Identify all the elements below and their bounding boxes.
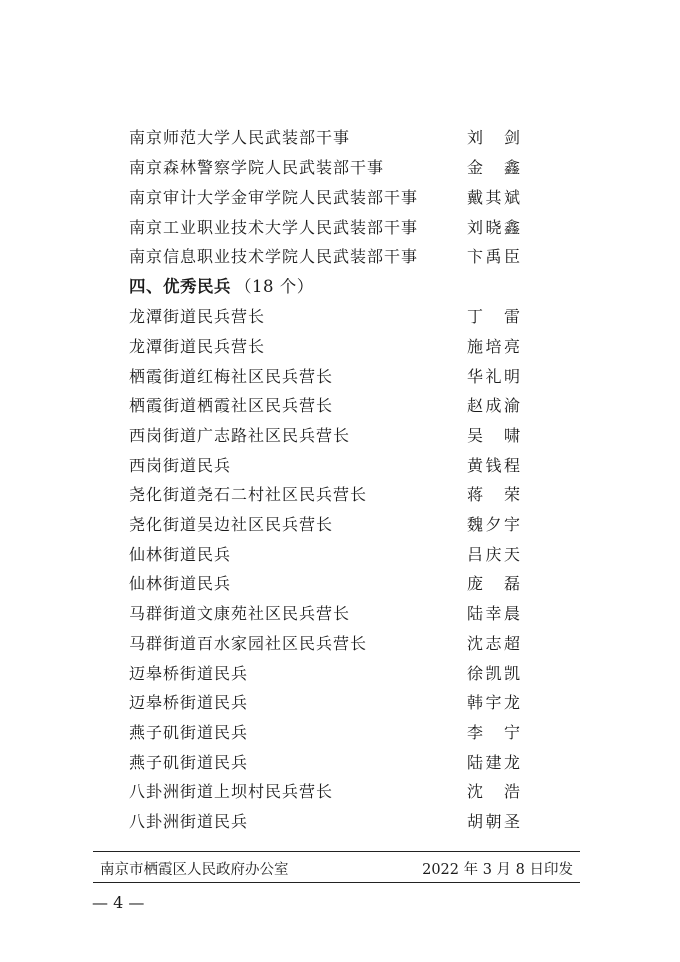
- entry-organization: 南京师范大学人民武装部干事: [129, 127, 351, 147]
- entry-name: 陆幸晨: [467, 603, 521, 623]
- list-item: [129, 392, 521, 416]
- list-item: [129, 600, 521, 624]
- entry-organization: 马群街道百水家园社区民兵营长: [129, 633, 368, 653]
- entry-organization: 尧化街道吴边社区民兵营长: [129, 514, 334, 534]
- entry-name: 刘 剑: [467, 127, 521, 147]
- list-item: [129, 660, 521, 684]
- list-item: [129, 452, 521, 476]
- entry-name: 李 宁: [467, 722, 521, 742]
- entry-name: 刘晓鑫: [467, 217, 521, 237]
- entry-organization: 仙林街道民兵: [129, 544, 232, 564]
- entry-organization: 龙潭街道民兵营长: [129, 336, 266, 356]
- entry-name: 庞 磊: [467, 573, 521, 593]
- list-item: [129, 243, 521, 267]
- section-heading: [129, 272, 314, 298]
- footer-bottom-rule: [93, 882, 580, 883]
- list-item: [129, 481, 521, 505]
- list-item: [129, 333, 521, 357]
- list-item: [129, 511, 521, 535]
- entry-organization: 龙潭街道民兵营长: [129, 306, 266, 326]
- footer-top-rule: [93, 851, 580, 852]
- list-item: [129, 630, 521, 654]
- list-item: [129, 214, 521, 238]
- list-item: [129, 184, 521, 208]
- list-item: [129, 303, 521, 327]
- entry-organization: 八卦洲街道上坝村民兵营长: [129, 781, 334, 801]
- entry-organization: 西岗街道民兵: [129, 455, 232, 475]
- entry-organization: 尧化街道尧石二村社区民兵营长: [129, 484, 368, 504]
- section-count: （18 个）: [235, 277, 314, 296]
- entry-organization: 栖霞街道栖霞社区民兵营长: [129, 395, 334, 415]
- entry-name: 华礼明: [467, 366, 521, 386]
- entry-organization: 八卦洲街道民兵: [129, 811, 249, 831]
- list-item: [129, 124, 521, 148]
- entry-name: 吕庆天: [467, 544, 521, 564]
- entry-name: 施培亮: [467, 336, 521, 356]
- list-item: [129, 154, 521, 178]
- entry-organization: 燕子矶街道民兵: [129, 722, 249, 742]
- list-item: [129, 749, 521, 773]
- entry-organization: 燕子矶街道民兵: [129, 752, 249, 772]
- entry-name: 陆建龙: [467, 752, 521, 772]
- entry-name: 胡朝圣: [467, 811, 521, 831]
- entry-name: 金 鑫: [467, 157, 521, 177]
- entry-name: 丁 雷: [467, 306, 521, 326]
- entry-organization: 迈皋桥街道民兵: [129, 663, 249, 683]
- list-item: [129, 689, 521, 713]
- entry-organization: 仙林街道民兵: [129, 573, 232, 593]
- entry-organization: 栖霞街道红梅社区民兵营长: [129, 366, 334, 386]
- list-item: [129, 719, 521, 743]
- entry-name: 黄钱程: [467, 455, 521, 475]
- entry-name: 沈志超: [467, 633, 521, 653]
- list-item: [129, 541, 521, 565]
- list-item: [129, 808, 521, 832]
- entry-organization: 南京信息职业技术学院人民武装部干事: [129, 246, 419, 266]
- entry-organization: 西岗街道广志路社区民兵营长: [129, 425, 351, 445]
- list-item: [129, 422, 521, 446]
- entry-name: 沈 浩: [467, 781, 521, 801]
- list-item: [129, 570, 521, 594]
- page-number: — 4 —: [92, 892, 145, 912]
- entry-name: 赵成渝: [467, 395, 521, 415]
- entry-name: 韩宇龙: [467, 692, 521, 712]
- entry-organization: 马群街道文康苑社区民兵营长: [129, 603, 351, 623]
- entry-name: 蒋 荣: [467, 484, 521, 504]
- entry-organization: 南京审计大学金审学院人民武装部干事: [129, 187, 419, 207]
- footer-date: 2022 年 3 月 8 日印发: [422, 861, 573, 878]
- section-title: 四、优秀民兵: [129, 277, 231, 296]
- list-item: [129, 363, 521, 387]
- entry-name: 卞禹臣: [467, 246, 521, 266]
- entry-organization: 南京森林警察学院人民武装部干事: [129, 157, 385, 177]
- entry-name: 徐凯凯: [467, 663, 521, 683]
- entry-organization: 南京工业职业技术大学人民武装部干事: [129, 217, 419, 237]
- entry-name: 戴其斌: [467, 187, 521, 207]
- footer: [100, 856, 573, 880]
- entry-name: 吴 啸: [467, 425, 521, 445]
- footer-issuer: 南京市栖霞区人民政府办公室: [100, 861, 289, 878]
- entry-organization: 迈皋桥街道民兵: [129, 692, 249, 712]
- list-item: [129, 778, 521, 802]
- entry-name: 魏夕宇: [467, 514, 521, 534]
